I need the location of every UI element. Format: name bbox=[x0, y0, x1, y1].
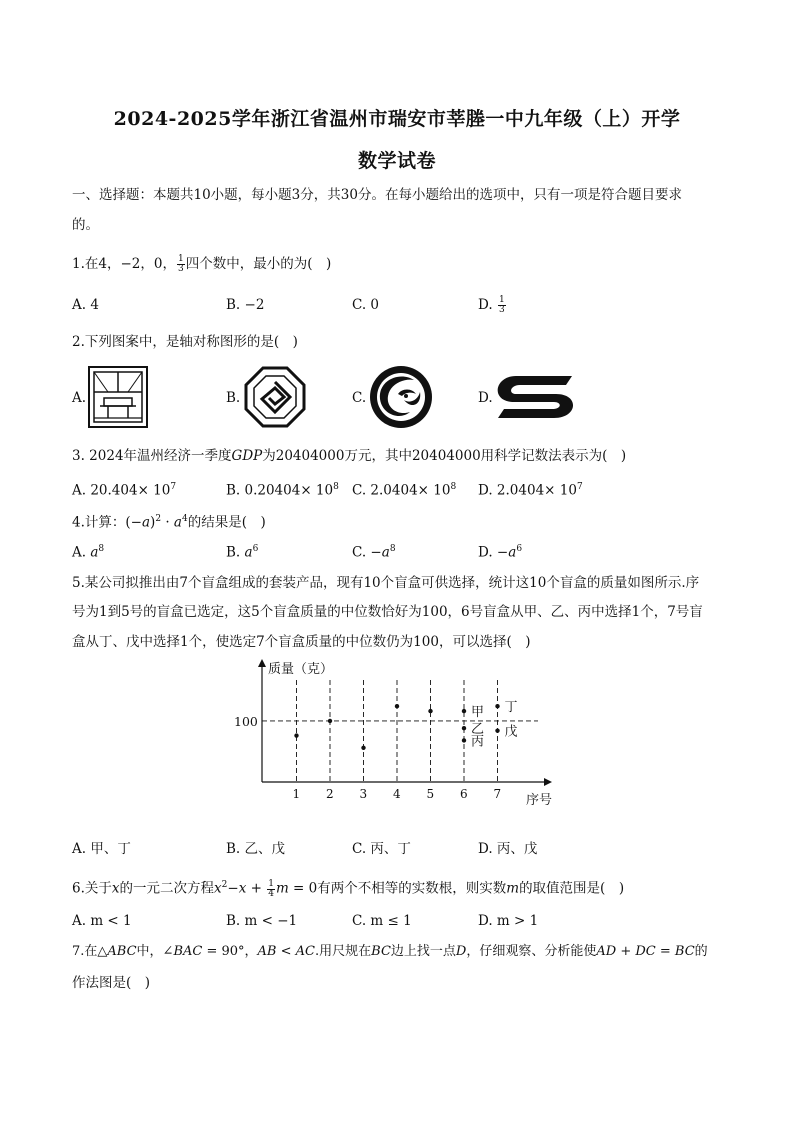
q3-option-d: D. $2.0404\times 10^7$ bbox=[478, 482, 583, 499]
q1-option-c: C. 0 bbox=[352, 297, 380, 313]
section-instructions-line1: 一、选择题：本题共10小题，每小题3分，共30分。在每小题给出的选项中，只有一项是符合题目要求 bbox=[72, 187, 682, 203]
data-point-1 bbox=[294, 733, 298, 737]
point-label-6: 甲 bbox=[471, 705, 485, 721]
q3-option-c: C. $2.0404\times 10^8$ bbox=[352, 482, 457, 499]
question-1-stem: 1.在4，−2，0， $\frac{1}{3}$ 四个数中，最小的为( ) bbox=[72, 254, 332, 274]
q5-option-b: B. 乙、戊 bbox=[226, 841, 286, 857]
x-axis-arrow bbox=[544, 778, 552, 786]
chart-labels bbox=[234, 661, 552, 808]
chart-axes bbox=[258, 659, 552, 786]
q5-option-a: A. 甲、丁 bbox=[72, 841, 131, 857]
question-5-line1: 5.某公司拟推出由7个盲盒组成的套装产品，现有10个盲盒可供选择，统计这10个盲盒的质量如图所示.序 bbox=[72, 575, 700, 591]
q2-option-d-label: D. bbox=[478, 390, 493, 406]
q3-option-a: A. $20.404\times 10^7$ bbox=[72, 482, 177, 499]
y-tick-label-100: 100 bbox=[234, 713, 258, 729]
question-4-stem: 4.计算：$(-a)^2 \cdot a^4$的结果是( ) bbox=[72, 514, 266, 531]
q4-option-d: D. $-a^6$ bbox=[478, 544, 523, 561]
q6-option-d: D. m > 1 bbox=[478, 913, 539, 929]
question-6-stem: 6.关于x的一元二次方程$x^2-x$ + $\frac{1}{4}$ m = 0有两个不相等的实数根，则实数m的取值范围是( ) bbox=[72, 878, 625, 899]
q2-option-b-label: B. bbox=[226, 390, 241, 406]
question-5-line3: 盒从丁、戊中选择1个，使选定7个盲盒质量的中位数仍为100，可以选择( ) bbox=[72, 634, 531, 650]
data-point-3 bbox=[361, 746, 365, 750]
point-label-7: 乙 bbox=[471, 722, 485, 738]
q1-option-b: B. −2 bbox=[226, 297, 265, 313]
x-tick-label-6: 6 bbox=[460, 787, 468, 801]
fraction-one-third: $\frac{1}{3}$ bbox=[177, 254, 184, 274]
data-point-7 bbox=[462, 726, 466, 730]
q2-figure-c-circle-swirl bbox=[368, 364, 434, 430]
x-tick-label-5: 5 bbox=[426, 787, 435, 801]
x-tick-label-2: 2 bbox=[326, 787, 334, 801]
q5-option-c: C. 丙、丁 bbox=[352, 841, 411, 857]
exam-subtitle: 数学试卷 bbox=[357, 150, 436, 172]
q2-figure-b-octagon-spiral bbox=[244, 366, 306, 428]
question-7-line2: 作法图是( ) bbox=[72, 975, 151, 991]
y-axis-label: 质量（克） bbox=[268, 662, 334, 677]
q2-option-a-label: A. bbox=[72, 390, 87, 406]
point-label-10: 戊 bbox=[504, 724, 518, 740]
point-label-9: 丁 bbox=[504, 700, 518, 716]
q6-option-c: C. m ≤ 1 bbox=[352, 913, 412, 929]
question-2-stem: 2.下列图案中，是轴对称图形的是( ) bbox=[72, 334, 298, 350]
x-axis-label: 序号 bbox=[526, 793, 553, 808]
data-point-8 bbox=[462, 738, 466, 742]
q5-option-d: D. 丙、戊 bbox=[478, 841, 538, 857]
x-tick-label-7: 7 bbox=[493, 787, 502, 801]
chart-points bbox=[294, 704, 499, 750]
q4-option-c: C. $-a^8$ bbox=[352, 544, 396, 561]
q2-figure-d-s-logo bbox=[494, 372, 580, 422]
q6-option-b: B. m < −1 bbox=[226, 913, 298, 929]
x-tick-label-3: 3 bbox=[359, 787, 368, 801]
data-point-2 bbox=[328, 719, 332, 723]
q4-option-a: A. $a^8$ bbox=[72, 544, 105, 561]
data-point-6 bbox=[462, 709, 466, 713]
data-point-4 bbox=[395, 704, 399, 708]
exam-title: 2024-2025学年浙江省温州市瑞安市莘塍一中九年级（上）开学 bbox=[113, 108, 681, 130]
q6-option-a: A. m < 1 bbox=[72, 913, 132, 929]
question-7-line1: 7.在△ABC中，∠BAC = 90°，AB < AC.用尺规在BC边上找一点D，仔细观察、分析能使AD + DC = BC的 bbox=[72, 944, 708, 959]
q1-option-d: D. $\frac{1}{3}$ bbox=[478, 295, 505, 315]
data-point-5 bbox=[428, 709, 432, 713]
q2-option-c-label: C. bbox=[352, 390, 367, 406]
question-3-stem: 3. 2024年温州经济一季度GDP为20404000万元，其中20404000用科学记数法表示为( ) bbox=[72, 448, 627, 464]
q2-figure-a-window-pattern bbox=[88, 366, 148, 428]
point-label-8: 丙 bbox=[471, 734, 485, 750]
x-tick-label-1: 1 bbox=[292, 787, 301, 801]
question-5-line2: 号为1到5号的盲盒已选定，这5个盲盒质量的中位数恰好为100，6号盲盒从甲、乙、丙中选择1个，7号盲 bbox=[72, 604, 703, 620]
section-instructions-line2: 的。 bbox=[72, 217, 99, 233]
mass-scatter-chart bbox=[226, 658, 566, 810]
data-point-10 bbox=[495, 728, 499, 732]
data-point-9 bbox=[495, 704, 499, 708]
q4-option-b: B. $a^6$ bbox=[226, 544, 259, 561]
q3-option-b: B. $0.20404\times 10^8$ bbox=[226, 482, 339, 499]
y-axis-arrow bbox=[258, 659, 266, 667]
x-tick-label-4: 4 bbox=[393, 787, 401, 801]
q1-option-a: A. 4 bbox=[72, 297, 99, 313]
